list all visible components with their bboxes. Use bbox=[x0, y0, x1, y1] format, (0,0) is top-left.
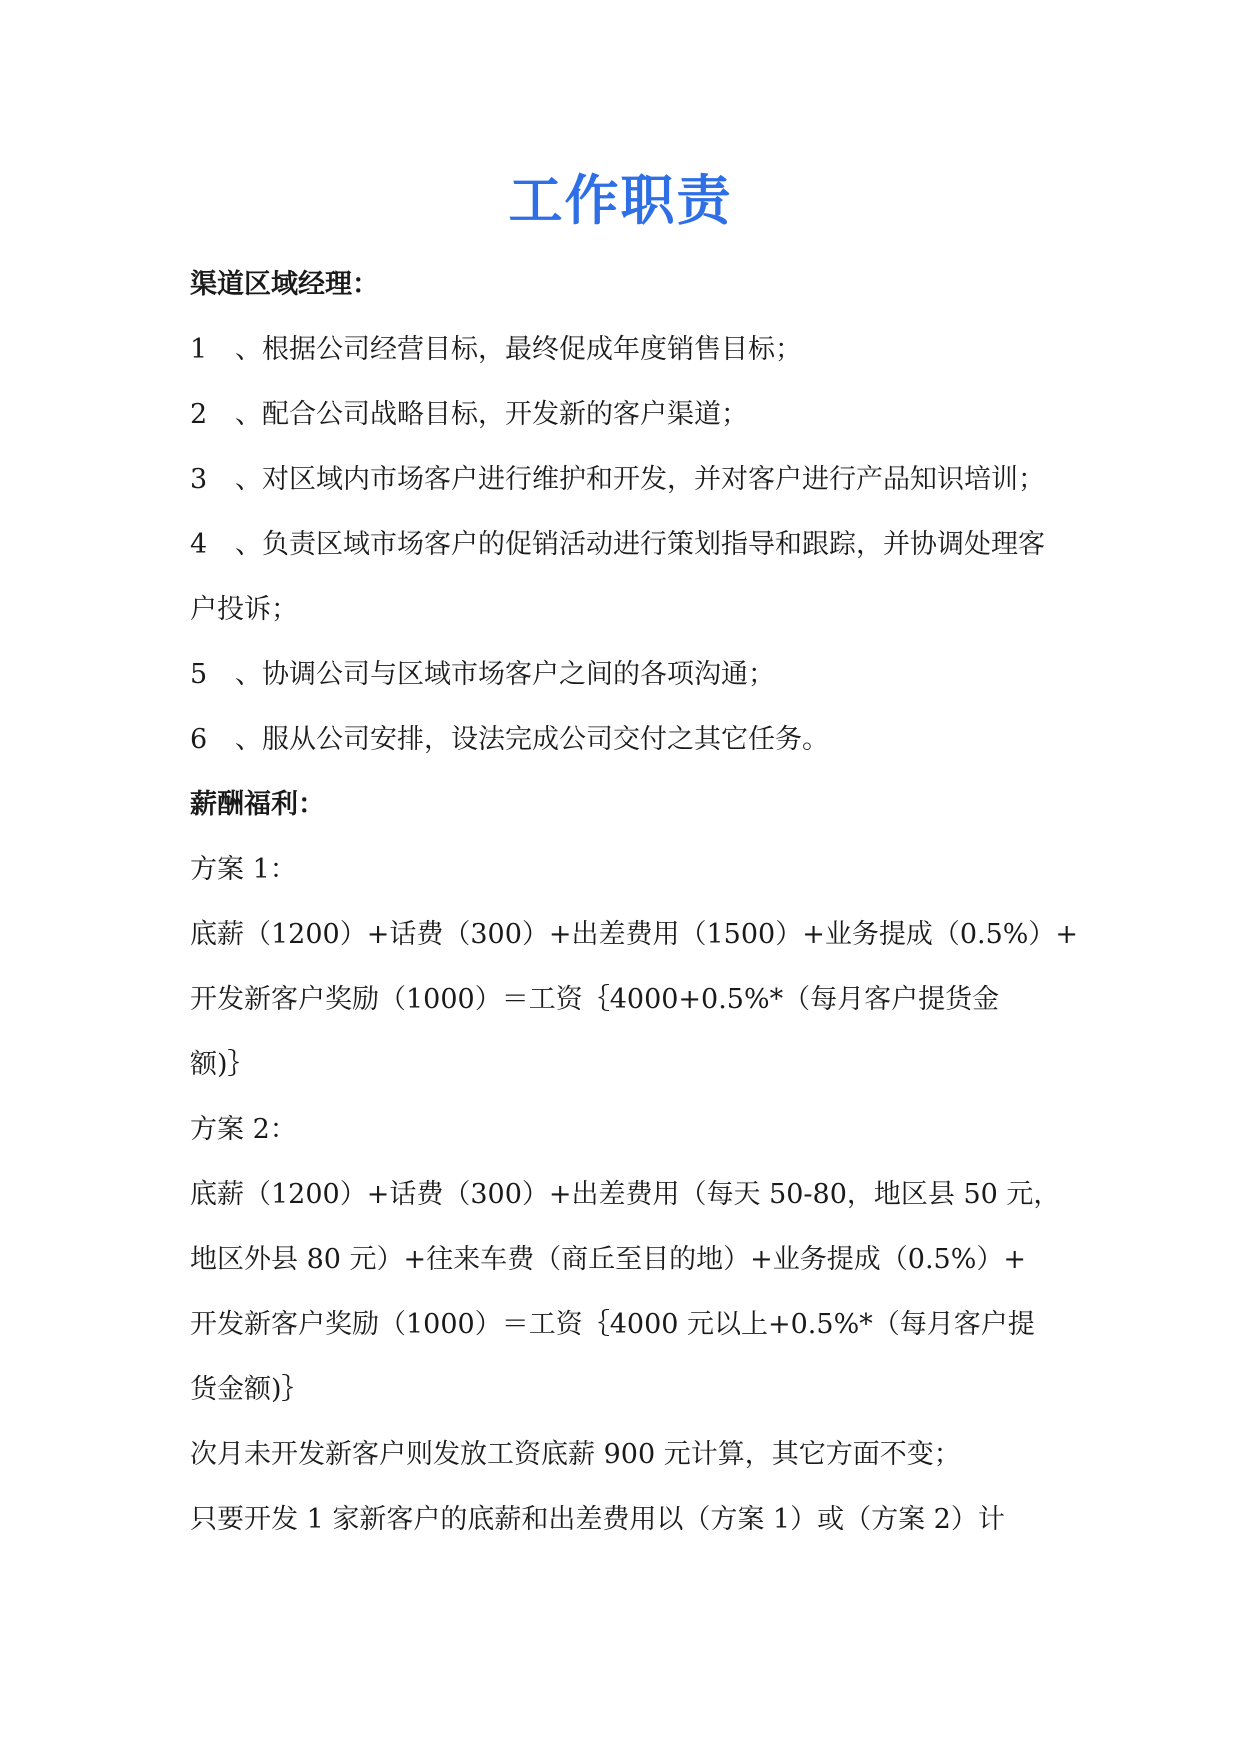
page-title: 工作职责 bbox=[508, 168, 733, 232]
plan1-label: 方案 1： bbox=[190, 854, 297, 885]
duty-text: 、配合公司战略目标，开发新的客户渠道； bbox=[235, 399, 748, 430]
duty-text: 、服从公司安排，设法完成公司交付之其它任务。 bbox=[235, 724, 829, 755]
duty-item-2 bbox=[190, 382, 1070, 447]
plan2-line: 底薪（1200）+话费（300）+出差费用（每天 50-80，地区县 50 元， bbox=[190, 1179, 1061, 1210]
duty-item-6 bbox=[190, 707, 1070, 772]
duty-text: 、协调公司与区域市场客户之间的各项沟通； bbox=[235, 659, 775, 690]
note-line: 只要开发 1 家新客户的底薪和出差费用以（方案 1）或（方案 2）计 bbox=[190, 1504, 1005, 1535]
duty-text: 、对区域内市场客户进行维护和开发，并对客户进行产品知识培训； bbox=[235, 464, 1045, 495]
plan2-line: 地区外县 80 元）+往来车费（商丘至目的地）+业务提成（0.5%）+ bbox=[190, 1244, 1026, 1275]
plan2-label: 方案 2： bbox=[190, 1114, 297, 1145]
plan1-line: 开发新客户奖励（1000）＝工资｛4000+0.5%*（每月客户提货金 bbox=[190, 984, 1000, 1015]
duty-number: 5 bbox=[190, 659, 208, 690]
duty-number: 1 bbox=[190, 334, 208, 365]
section-heading-duties: 渠道区域经理： bbox=[190, 269, 379, 300]
plan1-line: 额)｝ bbox=[190, 1049, 255, 1080]
duty-item-3 bbox=[190, 447, 1070, 512]
plan2-line: 货金额)｝ bbox=[190, 1374, 309, 1405]
plan2-line: 开发新客户奖励（1000）＝工资｛4000 元以上+0.5%*（每月客户提 bbox=[190, 1309, 1035, 1340]
duty-text: 、根据公司经营目标，最终促成年度销售目标； bbox=[235, 334, 802, 365]
duty-item-5 bbox=[190, 642, 1070, 707]
duty-number: 3 bbox=[190, 464, 208, 495]
note-line: 次月未开发新客户则发放工资底薪 900 元计算，其它方面不变； bbox=[190, 1439, 961, 1470]
section-heading-salary: 薪酬福利： bbox=[190, 789, 325, 820]
duty-number: 6 bbox=[190, 724, 208, 755]
duty-item-1 bbox=[190, 317, 1070, 382]
duty-number: 2 bbox=[190, 399, 208, 430]
plan1-line: 底薪（1200）+话费（300）+出差费用（1500）+业务提成（0.5%）+ bbox=[190, 919, 1079, 950]
duty-item-4 bbox=[190, 512, 1070, 642]
duty-text: 、负责区域市场客户的促销活动进行策划指导和跟踪，并协调处理客户投诉； bbox=[190, 529, 1045, 625]
document-body bbox=[190, 252, 1079, 1552]
duty-number: 4 bbox=[190, 529, 208, 560]
